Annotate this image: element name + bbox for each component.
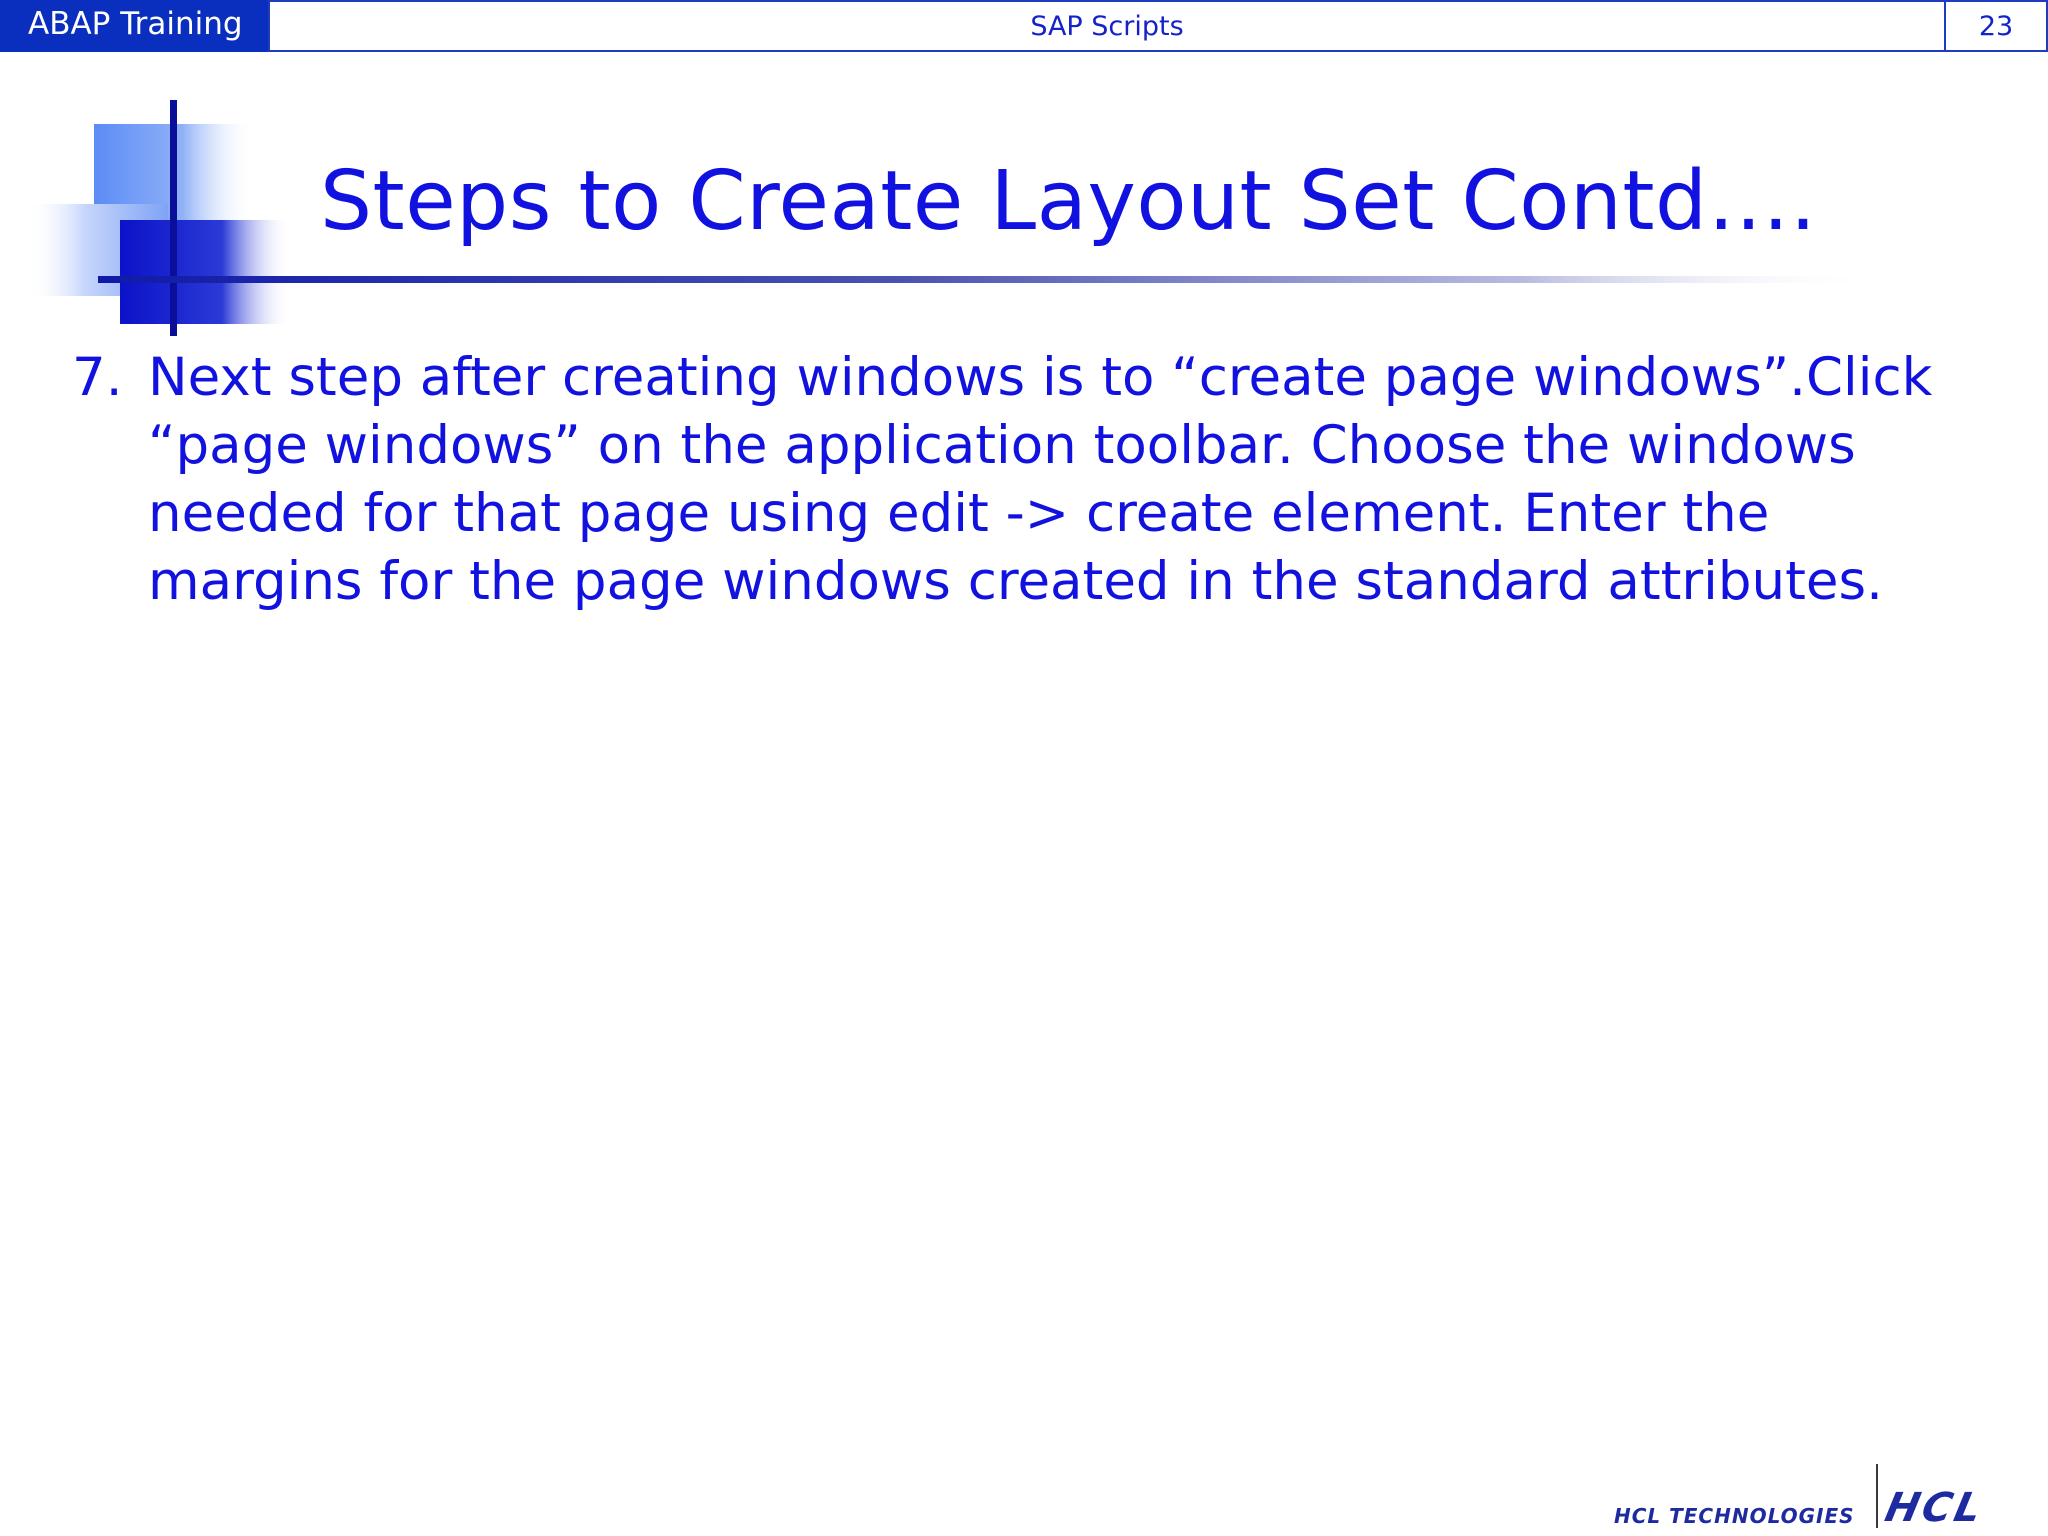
slide-header xyxy=(0,0,2048,52)
emblem-vertical-bar xyxy=(170,100,177,336)
emblem-horizontal-bar xyxy=(98,276,1878,283)
emblem-square-light xyxy=(94,124,254,278)
list-item xyxy=(72,344,1992,616)
logo-divider xyxy=(1876,1464,1878,1528)
slide-number: 23 xyxy=(1944,0,2048,52)
section-label: SAP Scripts xyxy=(268,0,1946,52)
slide-body xyxy=(72,344,1992,616)
emblem-square-left xyxy=(28,204,168,296)
slide-title: Steps to Create Layout Set Contd…. xyxy=(320,154,1817,249)
list-item-number: 7. xyxy=(72,347,123,408)
logo-company-text: HCL TECHNOLOGIES xyxy=(1614,1504,1855,1528)
list-item-text: Next step after creating windows is to “create page windows”.Click “page windows” on the application toolbar. Choose the windows needed for that page using edit -> create element. Enter the margins for the page windows created in the standard attributes. xyxy=(148,347,1933,612)
logo-mark: HCL xyxy=(1881,1485,1989,1531)
emblem-square-dark xyxy=(120,220,290,324)
hcl-logo xyxy=(1610,1462,2030,1532)
course-label: ABAP Training xyxy=(0,0,268,52)
